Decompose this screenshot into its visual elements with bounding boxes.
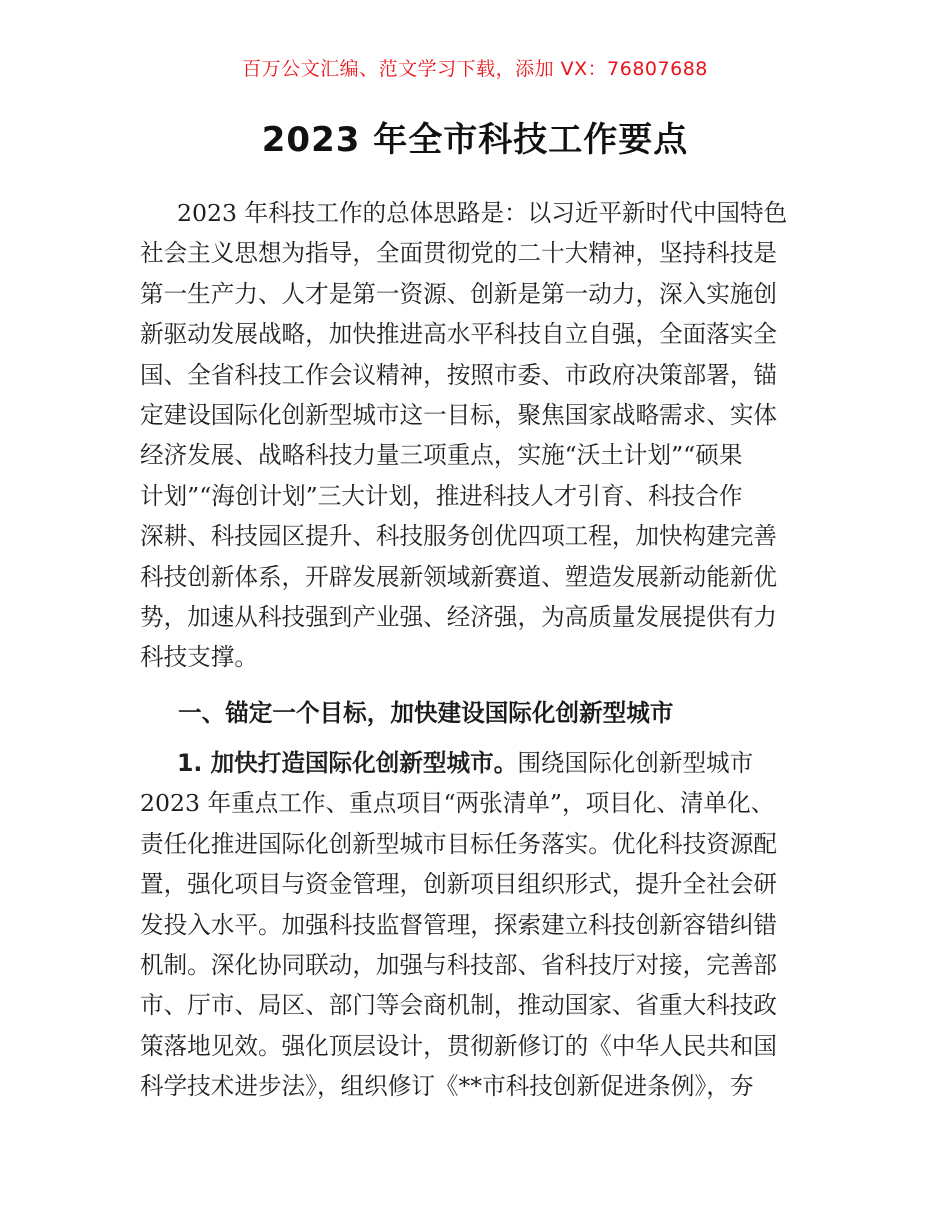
paragraph-line: 责任化推进国际化创新型城市目标任务落实。优化科技资源配 [140, 829, 778, 858]
paragraph-line: 国、全省科技工作会议精神，按照市委、市政府决策部署，锚 [140, 360, 778, 389]
paragraph-line: 市、厅市、局区、部门等会商机制，推动国家、省重大科技政 [140, 991, 778, 1020]
paragraph-line: 科技支撑。 [140, 643, 258, 672]
paragraph-line: 科学技术进步法》，组织修订《**市科技创新促进条例》，夯 [140, 1072, 754, 1101]
paragraph-line: 新驱动发展战略，加快推进高水平科技自立自强，全面落实全 [140, 320, 778, 349]
item-lead-text: 围绕国际化创新型城市 [517, 749, 754, 777]
paragraph-first-line [140, 743, 810, 783]
paragraph-line: 计划”“海创计划”三大计划，推进科技人才引育、科技合作 [140, 481, 743, 510]
item1-paragraph [140, 743, 810, 1107]
paragraph-line: 置，强化项目与资金管理，创新项目组织形式，提升全社会研 [140, 870, 778, 899]
paragraph-line: 2023 年科技工作的总体思路是：以习近平新时代中国特色 [177, 199, 788, 227]
paragraph-line: 经济发展、战略科技力量三项重点，实施“沃土计划”“硕果 [140, 441, 743, 470]
intro-paragraph [140, 193, 810, 678]
paragraph-line: 第一生产力、人才是第一资源、创新是第一动力，深入实施创 [140, 279, 778, 308]
paragraph-line: 2023 年重点工作、重点项目“两张清单”，项目化、清单化、 [140, 789, 775, 818]
paragraph-line: 社会主义思想为指导，全面贯彻党的二十大精神，坚持科技是 [140, 239, 778, 268]
paragraph-line: 深耕、科技园区提升、科技服务创优四项工程，加快构建完善 [140, 522, 778, 551]
paragraph-line: 策落地见效。强化顶层设计，贯彻新修订的《中华人民共和国 [140, 1031, 778, 1060]
header-watermark: 百万公文汇编、范文学习下载，添加 VX：76807688 [242, 58, 708, 80]
item-lead-heading: 1. 加快打造国际化创新型城市。 [177, 749, 518, 777]
paragraph-line: 科技创新体系，开辟发展新领域新赛道、塑造发展新动能新优 [140, 562, 778, 591]
paragraph-line: 发投入水平。加强科技监督管理，探索建立科技创新容错纠错 [140, 910, 778, 939]
paragraph-line: 势，加速从科技强到产业强、经济强，为高质量发展提供有力 [140, 602, 778, 631]
section-heading: 一、锚定一个目标，加快建设国际化创新型城市 [178, 699, 674, 727]
paragraph-line: 定建设国际化创新型城市这一目标，聚焦国家战略需求、实体 [140, 400, 778, 429]
paragraph-line: 机制。深化协同联动，加强与科技部、省科技厅对接，完善部 [140, 950, 778, 979]
document-title: 2023 年全市科技工作要点 [261, 120, 689, 160]
